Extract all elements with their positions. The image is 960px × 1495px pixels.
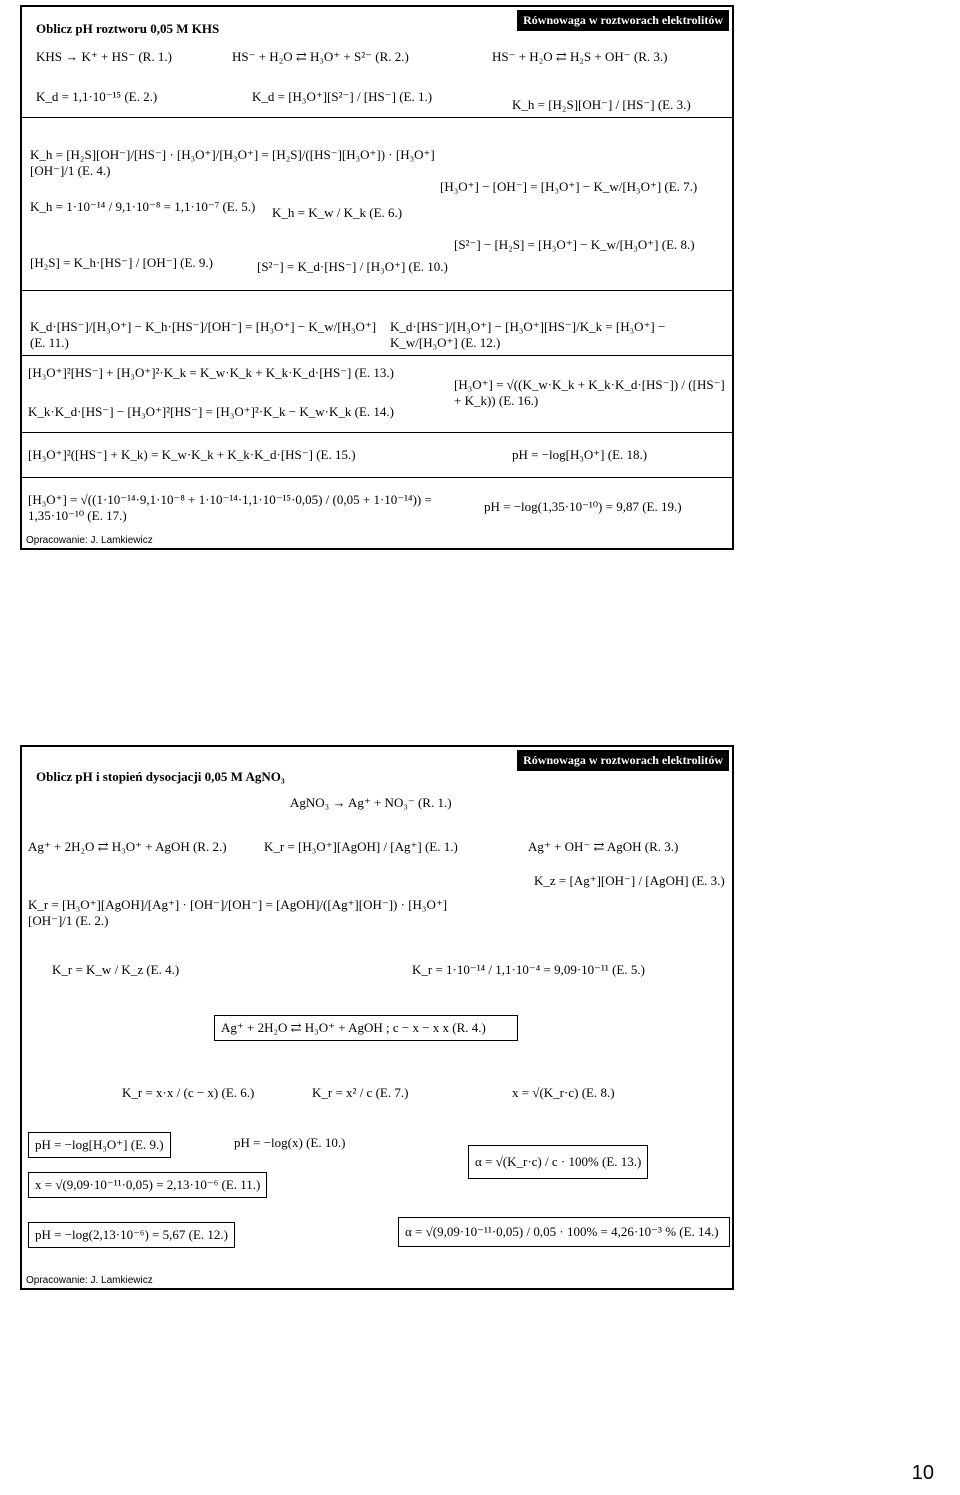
eq-r1: KHS → K⁺ + HS⁻ (R. 1.): [36, 49, 172, 64]
eq-e5: K_r = 1·10⁻¹⁴ / 1,1·10⁻⁴ = 9,09·10⁻¹¹ (E. 5.): [412, 962, 645, 977]
divider: [22, 290, 732, 291]
eq-e3: K_h = [H₂S][OH⁻] / [HS⁻] (E. 3.): [512, 97, 691, 112]
eq-r1: AgNO₃ → Ag⁺ + NO₃⁻ (R. 1.): [290, 795, 452, 810]
eq-r2: Ag⁺ + 2H₂O ⇄ H₃O⁺ + AgOH (R. 2.): [28, 839, 227, 854]
credit: Opracowanie: J. Lamkiewicz: [26, 535, 153, 546]
divider: [22, 355, 732, 356]
eq-e6: K_r = x·x / (c − x) (E. 6.): [122, 1085, 255, 1100]
slide-tag: Równowaga w roztworach elektrolitów: [517, 10, 729, 31]
slide-title: Oblicz pH roztworu 0,05 M KHS: [36, 21, 220, 36]
slide-title: Oblicz pH i stopień dysocjacji 0,05 M AgNO₃: [36, 769, 285, 784]
eq-e5: K_h = 1·10⁻¹⁴ / 9,1·10⁻⁸ = 1,1·10⁻⁷ (E. 5.): [30, 199, 256, 214]
eq-e4: K_h = [H₂S][OH⁻]/[HS⁻] · [H₃O⁺]/[H₃O⁺] = [H₂S]/([HS⁻][H₃O⁺]) · [H₃O⁺][OH⁻]/1 (E. 4.): [30, 147, 435, 178]
divider: [22, 117, 732, 118]
eq-e15: [H₃O⁺]²([HS⁻] + K_k) = K_w·K_k + K_k·K_d·[HS⁻] (E. 15.): [28, 447, 356, 462]
eq-e17: [H₃O⁺] = √((1·10⁻¹⁴·9,1·10⁻⁸ + 1·10⁻¹⁴·1,1·10⁻¹⁵·0,05) / (0,05 + 1·10⁻¹⁴)) = 1,35·10⁻¹⁰ (E. 17.): [28, 492, 432, 523]
eq-e6: K_h = K_w / K_k (E. 6.): [272, 205, 403, 220]
divider: [22, 432, 732, 433]
eq-e19: pH = −log(1,35·10⁻¹⁰) = 9,87 (E. 19.): [484, 499, 682, 514]
eq-e1: K_r = [H₃O⁺][AgOH] / [Ag⁺] (E. 1.): [264, 839, 458, 854]
eq-e12: pH = −log(2,13·10⁻⁶) = 5,67 (E. 12.): [28, 1222, 235, 1248]
eq-e13: [H₃O⁺]²[HS⁻] + [H₃O⁺]²·K_k = K_w·K_k + K_k·K_d·[HS⁻] (E. 13.): [28, 365, 394, 380]
slide-agno3: [20, 745, 734, 1290]
slide-khs: [20, 5, 734, 550]
credit: Opracowanie: J. Lamkiewicz: [26, 1275, 153, 1286]
page-number: 10: [911, 1462, 934, 1484]
eq-r2: HS⁻ + H₂O ⇄ H₃O⁺ + S²⁻ (R. 2.): [232, 49, 409, 64]
eq-e13: α = √(K_r·c) / c · 100% (E. 13.): [468, 1145, 648, 1179]
eq-e14: K_k·K_d·[HS⁻] − [H₃O⁺]²[HS⁻] = [H₃O⁺]²·K_k − K_w·K_k (E. 14.): [28, 404, 394, 419]
eq-r4: Ag⁺ + 2H₂O ⇄ H₃O⁺ + AgOH ; c − x − x x (R. 4.): [214, 1015, 518, 1041]
eq-e14: α = √(9,09·10⁻¹¹·0,05) / 0,05 · 100% = 4,26·10⁻³ % (E. 14.): [398, 1217, 730, 1247]
eq-e12: K_d·[HS⁻]/[H₃O⁺] − [H₃O⁺][HS⁻]/K_k = [H₃O⁺] − K_w/[H₃O⁺] (E. 12.): [390, 319, 666, 350]
eq-e8: [S²⁻] − [H₂S] = [H₃O⁺] − K_w/[H₃O⁺] (E. 8.): [454, 237, 695, 252]
eq-r3: HS⁻ + H₂O ⇄ H₂S + OH⁻ (R. 3.): [492, 49, 668, 64]
eq-e10: [S²⁻] = K_d·[HS⁻] / [H₃O⁺] (E. 10.): [257, 259, 448, 274]
eq-e1: K_d = [H₃O⁺][S²⁻] / [HS⁻] (E. 1.): [252, 89, 433, 104]
eq-e3: K_z = [Ag⁺][OH⁻] / [AgOH] (E. 3.): [534, 873, 725, 888]
eq-e11: x = √(9,09·10⁻¹¹·0,05) = 2,13·10⁻⁶ (E. 11.): [28, 1172, 267, 1198]
divider: [22, 477, 732, 478]
eq-r3: Ag⁺ + OH⁻ ⇄ AgOH (R. 3.): [528, 839, 679, 854]
eq-e7: K_r = x² / c (E. 7.): [312, 1085, 409, 1100]
eq-e8: x = √(K_r·c) (E. 8.): [512, 1085, 615, 1100]
eq-e4: K_r = K_w / K_z (E. 4.): [52, 962, 180, 977]
eq-e16: [H₃O⁺] = √((K_w·K_k + K_k·K_d·[HS⁻]) / ([HS⁻] + K_k)) (E. 16.): [454, 377, 725, 408]
eq-e9: pH = −log[H₃O⁺] (E. 9.): [28, 1132, 171, 1158]
eq-e10: pH = −log(x) (E. 10.): [234, 1135, 346, 1150]
eq-e9: [H₂S] = K_h·[HS⁻] / [OH⁻] (E. 9.): [30, 255, 214, 270]
eq-e18: pH = −log[H₃O⁺] (E. 18.): [512, 447, 648, 462]
slide-tag: Równowaga w roztworach elektrolitów: [517, 750, 729, 771]
eq-e2: K_r = [H₃O⁺][AgOH]/[Ag⁺] · [OH⁻]/[OH⁻] = [AgOH]/([Ag⁺][OH⁻]) · [H₃O⁺][OH⁻]/1 (E. 2.): [28, 897, 448, 928]
eq-e7: [H₃O⁺] − [OH⁻] = [H₃O⁺] − K_w/[H₃O⁺] (E. 7.): [440, 179, 698, 194]
eq-e11: K_d·[HS⁻]/[H₃O⁺] − K_h·[HS⁻]/[OH⁻] = [H₃O⁺] − K_w/[H₃O⁺] (E. 11.): [30, 319, 377, 350]
eq-e2: K_d = 1,1·10⁻¹⁵ (E. 2.): [36, 89, 158, 104]
